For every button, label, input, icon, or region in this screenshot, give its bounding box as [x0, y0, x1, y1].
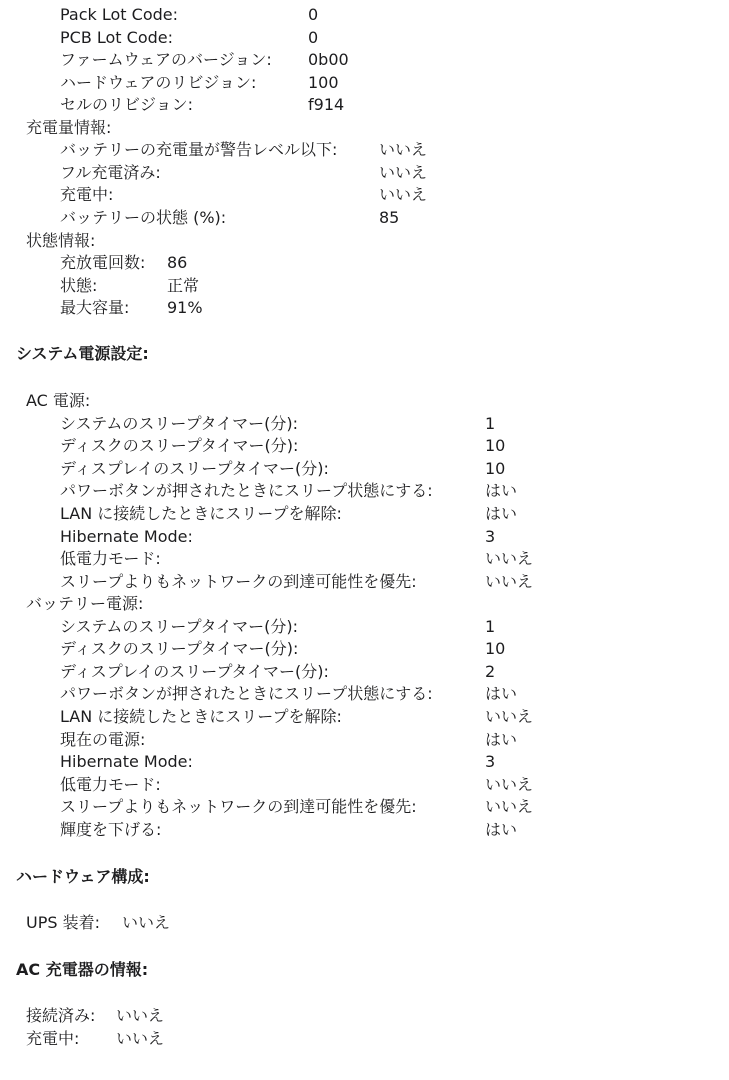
- info-value: 正常: [167, 276, 200, 295]
- setting-label: ディスプレイのスリープタイマー(分):: [60, 662, 329, 681]
- ac-charger-title: AC 充電器の情報:: [16, 960, 149, 979]
- info-value: 100: [308, 73, 339, 92]
- setting-value: いいえ: [485, 549, 534, 568]
- info-label: バッテリーの充電量が警告レベル以下:: [60, 140, 338, 159]
- info-value: いいえ: [379, 140, 428, 159]
- setting-value: 10: [485, 639, 506, 658]
- info-label: 充放電回数:: [60, 253, 146, 272]
- setting-value: 10: [485, 436, 506, 455]
- setting-label: パワーボタンが押されたときにスリープ状態にする:: [60, 684, 433, 703]
- info-value: 0: [308, 28, 319, 47]
- charge-info-title: 充電量情報:: [26, 118, 112, 137]
- info-label: 充電中:: [60, 185, 114, 204]
- info-label: 接続済み:: [26, 1006, 96, 1025]
- info-value: いいえ: [122, 913, 171, 932]
- setting-value: いいえ: [485, 797, 534, 816]
- info-label: ハードウェアのリビジョン:: [60, 73, 257, 92]
- setting-label: システムのスリープタイマー(分):: [60, 414, 299, 433]
- info-label: PCB Lot Code:: [60, 28, 174, 47]
- setting-value: はい: [485, 481, 518, 500]
- info-value: いいえ: [379, 163, 428, 182]
- info-value: f914: [308, 95, 345, 114]
- info-value: いいえ: [116, 1006, 165, 1025]
- power-settings-title: システム電源設定:: [16, 344, 149, 363]
- info-label: 充電中:: [26, 1029, 80, 1048]
- info-value: 0b00: [308, 50, 349, 69]
- info-label: Pack Lot Code:: [60, 5, 179, 24]
- setting-label: 現在の電源:: [60, 730, 146, 749]
- setting-value: 10: [485, 459, 506, 478]
- setting-value: いいえ: [485, 707, 534, 726]
- info-value: いいえ: [379, 185, 428, 204]
- setting-label: 低電力モード:: [60, 549, 161, 568]
- setting-label: LAN に接続したときにスリープを解除:: [60, 707, 342, 726]
- info-label: 状態:: [60, 276, 98, 295]
- info-label: バッテリーの状態 (%):: [60, 208, 227, 227]
- setting-value: 3: [485, 527, 496, 546]
- setting-label: スリープよりもネットワークの到達可能性を優先:: [60, 797, 417, 816]
- setting-label: スリープよりもネットワークの到達可能性を優先:: [60, 572, 417, 591]
- hardware-config-title: ハードウェア構成:: [16, 867, 150, 886]
- info-label: ファームウェアのバージョン:: [60, 50, 272, 69]
- setting-value: 1: [485, 414, 496, 433]
- info-value: いいえ: [116, 1029, 165, 1048]
- info-label: セルのリビジョン:: [60, 95, 194, 114]
- ac-power-title: AC 電源:: [26, 391, 91, 410]
- setting-label: Hibernate Mode:: [60, 527, 193, 546]
- battery-power-title: バッテリー電源:: [26, 594, 144, 613]
- info-value: 85: [379, 208, 400, 227]
- setting-value: はい: [485, 504, 518, 523]
- info-label: フル充電済み:: [60, 163, 161, 182]
- setting-value: 3: [485, 752, 496, 771]
- info-value: 86: [167, 253, 188, 272]
- setting-value: はい: [485, 820, 518, 839]
- setting-label: Hibernate Mode:: [60, 752, 193, 771]
- setting-label: システムのスリープタイマー(分):: [60, 617, 299, 636]
- setting-label: 低電力モード:: [60, 775, 161, 794]
- info-value: 0: [308, 5, 319, 24]
- setting-label: ディスクのスリープタイマー(分):: [60, 436, 299, 455]
- setting-label: ディスプレイのスリープタイマー(分):: [60, 459, 329, 478]
- setting-label: LAN に接続したときにスリープを解除:: [60, 504, 342, 523]
- setting-value: いいえ: [485, 572, 534, 591]
- setting-label: ディスクのスリープタイマー(分):: [60, 639, 299, 658]
- info-value: 91%: [167, 298, 203, 317]
- setting-label: 輝度を下げる:: [60, 820, 162, 839]
- setting-label: パワーボタンが押されたときにスリープ状態にする:: [60, 481, 433, 500]
- info-label: 最大容量:: [60, 298, 130, 317]
- setting-value: はい: [485, 730, 518, 749]
- setting-value: いいえ: [485, 775, 534, 794]
- setting-value: 2: [485, 662, 496, 681]
- info-label: UPS 装着:: [26, 913, 100, 932]
- health-info-title: 状態情報:: [26, 231, 96, 250]
- setting-value: はい: [485, 684, 518, 703]
- setting-value: 1: [485, 617, 496, 636]
